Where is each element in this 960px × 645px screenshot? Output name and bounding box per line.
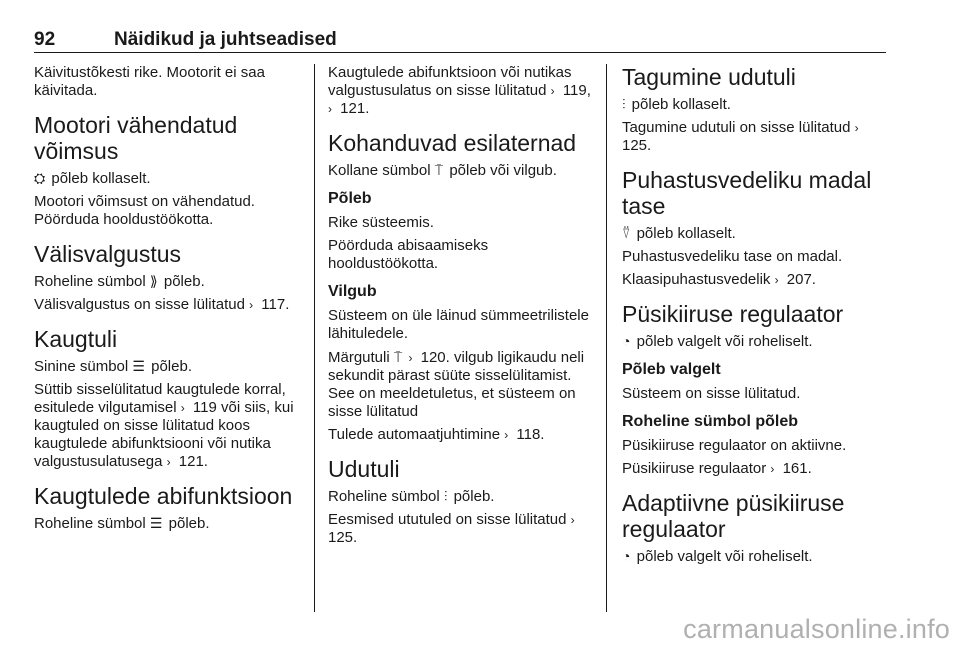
paragraph-text: Roheline sümbol (34, 273, 146, 290)
paragraph (34, 381, 296, 471)
paragraph (328, 214, 600, 232)
page-reference: 121. (178, 453, 208, 470)
paragraph-text: Mootori võimsust on vähendatud. Pöörduda hooldustöökotta. (34, 193, 255, 228)
paragraph-text: Süttib sisselülitatud kaugtulede korral, esitulede vilgutamisel (34, 381, 286, 416)
page-reference: 119, (562, 82, 591, 99)
page-ref-arrow-icon: › (770, 462, 775, 476)
paragraph-text: põleb kollaselt. (636, 225, 736, 242)
section-heading: Mootori vähendatud võimsus (34, 112, 238, 164)
page-reference: 207. (786, 271, 816, 288)
paragraph-text: põleb valgelt või roheliselt. (636, 548, 813, 565)
paragraph-text: Märgutuli (328, 349, 390, 366)
cruise-control-icon: ◔ (622, 548, 631, 564)
page-ref-arrow-icon: › (180, 401, 185, 415)
paragraph-text: Eesmised ututuled on sisse lülitatud (328, 511, 567, 528)
text-column-1 (34, 64, 296, 538)
paragraph (34, 357, 296, 376)
paragraph-text: Roheline sümbol (328, 488, 440, 505)
page-ref-arrow-icon: › (166, 455, 171, 469)
paragraph-text: põleb kollaselt. (631, 96, 731, 113)
paragraph (622, 547, 886, 566)
page-reference: 125. (328, 529, 358, 546)
paragraph (34, 272, 296, 291)
paragraph (622, 224, 886, 243)
paragraph (622, 119, 886, 155)
subsection-heading: Vilgub (328, 283, 377, 300)
paragraph (622, 95, 886, 114)
subsection-heading: Põleb valgelt (622, 361, 721, 378)
paragraph-text: põleb või vilgub. (449, 162, 557, 179)
cruise-control-icon: ◔ (622, 333, 631, 349)
paragraph-text: Tulede automaatjuhtimine (328, 426, 501, 443)
page-ref-arrow-icon: › (570, 513, 575, 527)
paragraph-text: Käivitustõkesti rike. Mootorit ei saa käivitada. (34, 64, 265, 99)
page-reference: 121. (340, 100, 370, 117)
text-column-3 (622, 64, 886, 571)
page-number: 92 (34, 29, 56, 50)
fog-light-icon: ⫶ (443, 488, 448, 504)
page-reference: 161. (782, 460, 812, 477)
paragraph-text: Kaugtulede abifunktsioon või nutikas valgustusulatus on sisse lülitatud (328, 64, 572, 99)
paragraph (622, 385, 886, 403)
paragraph (328, 307, 600, 343)
subsection-heading: Roheline sümbol põleb (622, 413, 799, 430)
engine-power-icon: ⛭ (34, 170, 46, 186)
adaptive-headlight-icon: ⍑ (434, 162, 444, 178)
paragraph-text: Klaasipuhastusvedelik (622, 271, 771, 288)
paragraph-text: või siis, kui kaugtuled on sisse lülitatud koos kaugtulede abifunktsiooni või nutika valgustusulatusega (34, 399, 294, 470)
page-reference: 118. (516, 426, 545, 443)
paragraph-text: Püsikiiruse regulaator on aktiivne. (622, 437, 847, 454)
paragraph-text: Püsikiiruse regulaator (622, 460, 767, 477)
section-heading: Udutuli (328, 456, 400, 482)
subsection-heading: Põleb (328, 190, 372, 207)
paragraph-text: põleb kollaselt. (51, 170, 151, 187)
page-ref-arrow-icon: › (854, 121, 859, 135)
column-divider (314, 64, 315, 612)
adaptive-headlight-icon: ⍑ (393, 349, 403, 365)
page-ref-arrow-icon: › (328, 102, 332, 116)
paragraph-text: põleb. (163, 273, 205, 290)
page-reference: 125. (622, 137, 652, 154)
page-ref-arrow-icon: › (504, 428, 509, 442)
paragraph (328, 487, 600, 506)
paragraph-text: põleb. (453, 488, 495, 505)
washer-fluid-icon: ⍢ (622, 225, 631, 241)
exterior-light-icon: ⟫ (149, 273, 158, 289)
paragraph-text: Sinine sümbol (34, 358, 129, 375)
paragraph-text: vilgub ligikaudu neli sekundit pärast süüte sisselülitamist. See on meeldetuletus, et süsteem on sisse lülitatud (328, 349, 585, 420)
paragraph (622, 271, 886, 289)
text-column-2 (328, 64, 600, 552)
section-heading: Püsikiiruse regulaator (622, 301, 844, 327)
paragraph (328, 511, 600, 547)
paragraph-text: Süsteem on üle läinud sümmeetrilistele lähituledele. (328, 307, 589, 342)
paragraph (34, 64, 296, 100)
paragraph (328, 237, 600, 273)
page-ref-arrow-icon: › (408, 351, 413, 365)
paragraph-text: Pöörduda abisaamiseks hooldustöökotta. (328, 237, 489, 272)
page-ref-arrow-icon: › (774, 273, 779, 287)
paragraph-text: põleb. (151, 358, 192, 375)
paragraph-text: Välisvalgustus on sisse lülitatud (34, 296, 245, 313)
paragraph (34, 296, 296, 314)
rear-fog-light-icon: ⫶ (622, 96, 626, 112)
column-divider (606, 64, 607, 612)
page-header (34, 30, 886, 53)
page-ref-arrow-icon: › (550, 84, 555, 98)
paragraph (34, 169, 296, 188)
paragraph (328, 161, 600, 180)
section-heading: Puhastusvedeliku madal tase (622, 167, 872, 219)
section-heading: Kaugtuli (34, 326, 118, 352)
paragraph-text: põleb valgelt või roheliselt. (636, 333, 813, 350)
paragraph-text: Roheline sümbol (34, 515, 146, 532)
section-heading: Kaugtulede abifunktsioon (34, 483, 293, 509)
paragraph (622, 437, 886, 455)
page-reference: 117. (261, 296, 290, 313)
watermark: carmanualsonline.info (683, 614, 950, 644)
paragraph (622, 332, 886, 351)
paragraph (622, 248, 886, 266)
paragraph (328, 426, 600, 444)
section-heading: Välisvalgustus (34, 241, 182, 267)
paragraph-text: Süsteem on sisse lülitatud. (622, 385, 801, 402)
paragraph-text: Rike süsteemis. (328, 214, 434, 231)
paragraph (328, 64, 600, 118)
paragraph-text: Kollane sümbol (328, 162, 431, 179)
paragraph (328, 348, 600, 421)
section-heading: Adaptiivne püsikiiruse regulaator (622, 490, 845, 542)
page-reference: 119 (192, 399, 217, 416)
paragraph-text: Tagumine udutuli on sisse lülitatud (622, 119, 851, 136)
high-beam-assist-icon: ☰ (149, 515, 163, 531)
high-beam-icon: ☰ (132, 358, 145, 374)
paragraph-text: põleb. (168, 515, 210, 532)
paragraph-text: Puhastusvedeliku tase on madal. (622, 248, 843, 265)
section-heading: Tagumine udutuli (622, 64, 796, 90)
chapter-title: Näidikud ja juhtseadised (114, 29, 337, 50)
page-reference: 120. (420, 349, 450, 366)
section-heading: Kohanduvad esilaternad (328, 130, 577, 156)
paragraph (34, 514, 296, 533)
page-ref-arrow-icon: › (249, 298, 254, 312)
paragraph (34, 193, 296, 229)
paragraph (622, 460, 886, 478)
